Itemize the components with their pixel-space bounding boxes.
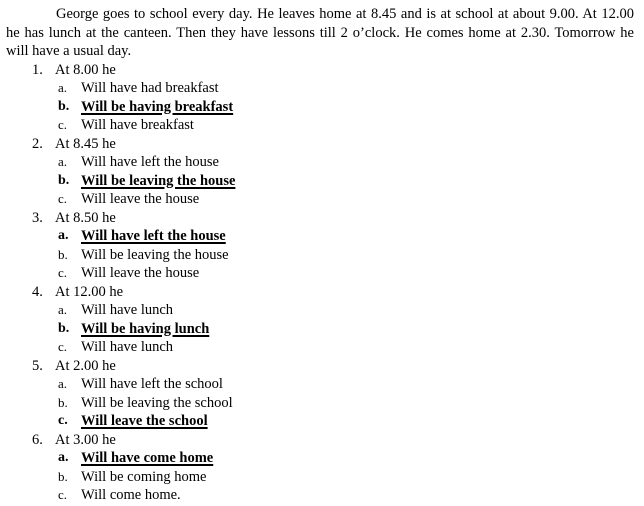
question-number: 6.	[32, 431, 43, 448]
question-item	[6, 357, 634, 431]
option-letter: b.	[58, 468, 68, 484]
option-letter: c.	[58, 265, 68, 280]
option-text: Will come home.	[81, 487, 181, 503]
question-stem	[6, 61, 634, 80]
question-number: 5.	[32, 357, 43, 374]
option-letter: c.	[58, 413, 68, 428]
option-letter: c.	[58, 487, 68, 502]
answer-option	[6, 264, 634, 283]
option-text: Will have lunch	[81, 339, 174, 355]
option-text: Will have lunch	[81, 302, 174, 318]
answer-option-correct	[6, 227, 634, 246]
option-letter: c.	[58, 117, 68, 132]
option-text: Will have left the house	[81, 228, 226, 244]
option-letter: a.	[58, 154, 68, 169]
option-text: Will leave the school	[81, 413, 208, 429]
answer-option-correct	[6, 172, 634, 191]
option-letter: b.	[58, 172, 70, 188]
question-item	[6, 61, 634, 135]
intro-paragraph: George goes to school every day. He leaves home at 8.45 and is at school at about 9.00. At 12.00 he has lunch at the canteen. Then they have lessons till 2 o’clock. He comes home at 2.30. Tomorrow he will have a usual day.	[6, 6, 634, 59]
answer-option	[6, 116, 634, 135]
option-letter: a.	[58, 302, 68, 317]
option-letter: c.	[58, 339, 68, 354]
answer-option-correct	[6, 98, 634, 117]
question-stem	[6, 209, 634, 228]
question-number: 4.	[32, 283, 43, 300]
option-text: Will be leaving the house	[81, 246, 229, 263]
option-text: Will have left the school	[81, 376, 223, 392]
answer-option-correct	[6, 449, 634, 468]
question-item	[6, 135, 634, 209]
answer-option	[6, 338, 634, 357]
document	[6, 5, 634, 505]
question-stem	[6, 283, 634, 302]
option-text: Will be leaving the school	[81, 394, 233, 411]
question-stem-text: At 12.00 he	[55, 283, 124, 300]
question-number: 3.	[32, 209, 43, 226]
answer-option	[6, 375, 634, 394]
option-letter: a.	[58, 80, 68, 95]
option-letter: b.	[58, 98, 70, 114]
option-text: Will leave the house	[81, 191, 200, 207]
answer-option	[6, 153, 634, 172]
option-text: Will be having breakfast	[81, 98, 234, 115]
question-stem	[6, 357, 634, 376]
question-stem-text: At 8.50 he	[55, 209, 116, 226]
option-letter: a.	[58, 376, 68, 391]
option-letter: a.	[58, 228, 69, 243]
answer-option	[6, 486, 634, 505]
answer-option	[6, 301, 634, 320]
answer-option-correct	[6, 320, 634, 339]
question-item	[6, 283, 634, 357]
answer-option	[6, 190, 634, 209]
question-stem-text: At 3.00 he	[55, 431, 116, 448]
option-text: Will have come home	[81, 450, 214, 466]
option-text: Will be leaving the house	[81, 172, 236, 189]
option-letter: c.	[58, 191, 68, 206]
question-stem-text: At 8.45 he	[55, 135, 116, 152]
option-text: Will leave the house	[81, 265, 200, 281]
option-letter: b.	[58, 246, 68, 262]
option-text: Will be coming home	[81, 468, 207, 485]
answer-option	[6, 394, 634, 413]
option-text: Will have breakfast	[81, 117, 194, 133]
option-text: Will have left the house	[81, 154, 219, 170]
answer-option	[6, 79, 634, 98]
question-stem-text: At 8.00 he	[55, 61, 116, 78]
option-letter: b.	[58, 320, 70, 336]
question-item	[6, 431, 634, 505]
option-text: Will be having lunch	[81, 320, 210, 337]
question-number: 1.	[32, 61, 43, 78]
answer-option	[6, 468, 634, 487]
answer-option	[6, 246, 634, 265]
question-stem-text: At 2.00 he	[55, 357, 116, 374]
option-text: Will have had breakfast	[81, 80, 219, 96]
question-stem	[6, 135, 634, 154]
option-letter: b.	[58, 394, 68, 410]
question-item	[6, 209, 634, 283]
question-number: 2.	[32, 135, 43, 152]
answer-option-correct	[6, 412, 634, 431]
question-stem	[6, 431, 634, 450]
option-letter: a.	[58, 450, 69, 465]
question-list	[6, 61, 634, 505]
